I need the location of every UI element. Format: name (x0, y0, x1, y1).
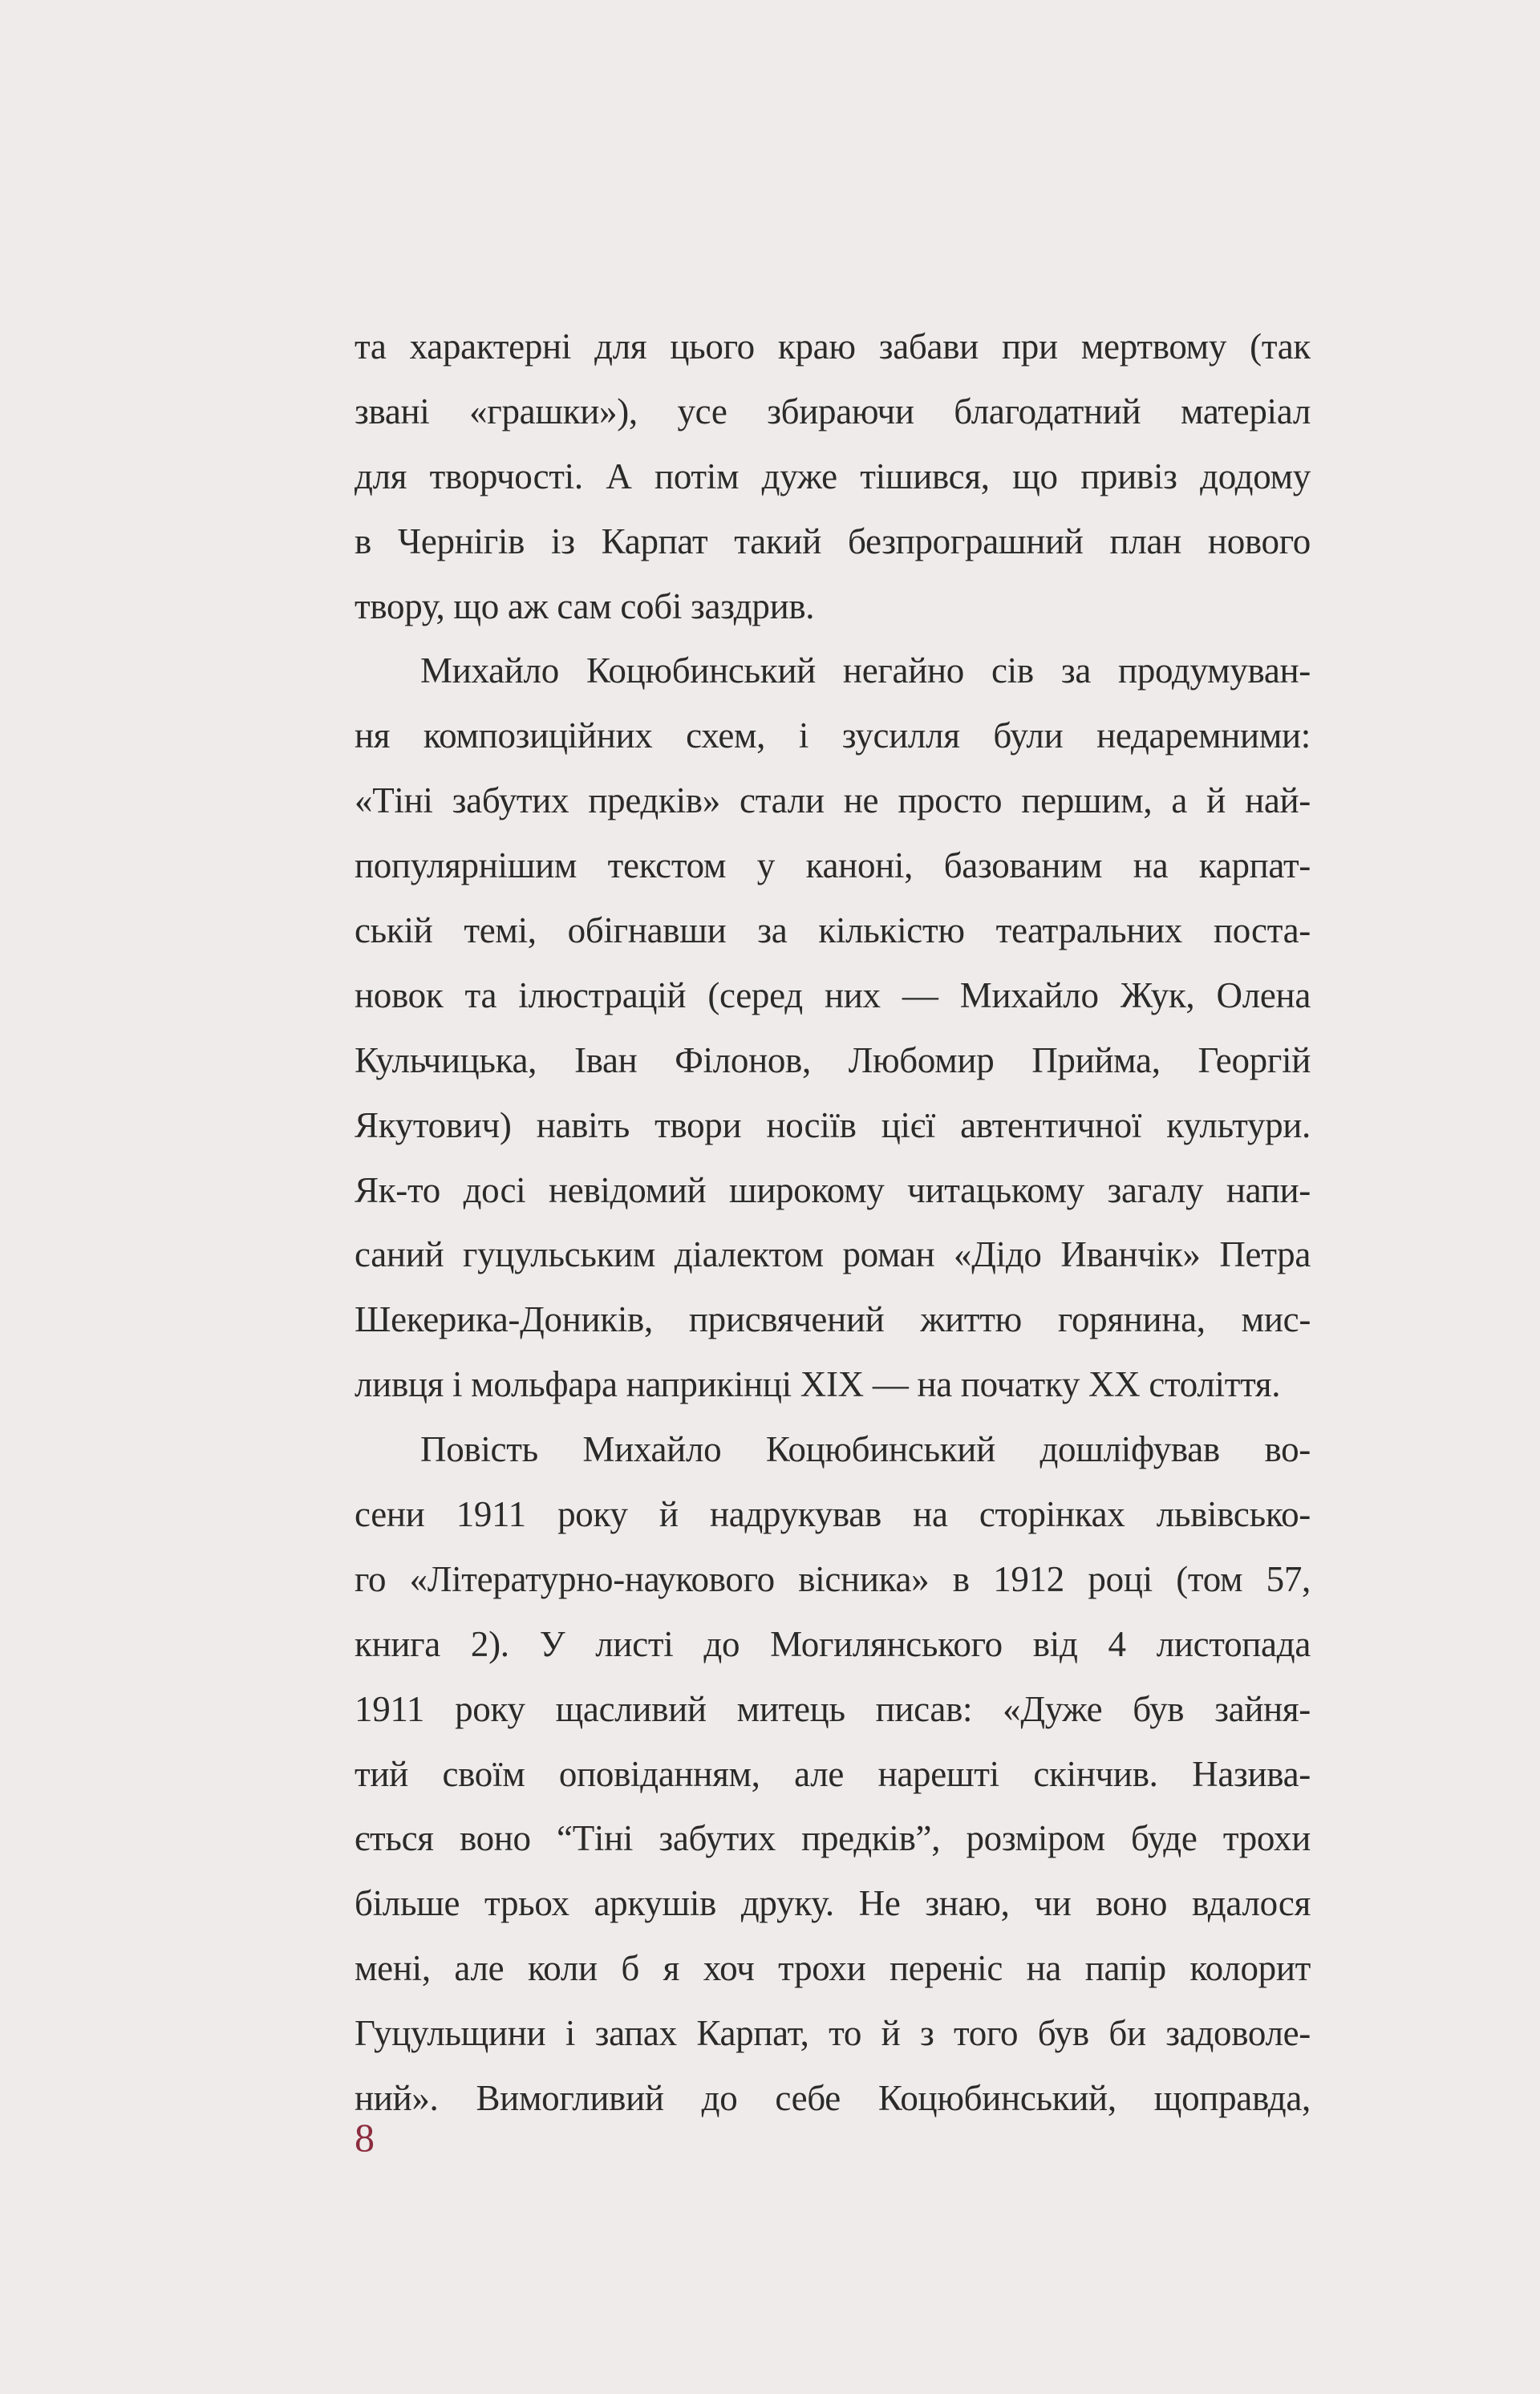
text-line: та характерні для цього краю забави при мертвому (так (355, 326, 1311, 367)
text-line: новок та ілюстрацій (серед них — Михайло Жук, Олена (355, 974, 1311, 1015)
text-line: Шекерика-Доників, присвячений життю горянина, мис- (355, 1299, 1311, 1340)
text-line: ня композиційних схем, і зусилля були недаремними: (355, 715, 1311, 756)
body-text (355, 314, 1311, 2131)
text-line: твору, що аж сам собі заздрив. (355, 585, 815, 626)
text-line: «Тіні забутих предків» стали не просто першим, а й най- (355, 780, 1311, 821)
text-line: книга 2). У листі до Могилянського від 4 листопада (355, 1623, 1311, 1664)
text-line: Михайло Коцюбинський негайно сів за продумуван- (420, 650, 1311, 691)
text-line: ливця і мольфара наприкінці XIX — на початку XX століття. (355, 1364, 1281, 1405)
text-line: 1911 року щасливий митець писав: «Дуже був зайня- (355, 1688, 1311, 1729)
text-line: сени 1911 року й надрукував на сторінках львівсько- (355, 1494, 1311, 1535)
paragraph (355, 314, 1311, 638)
text-line: саний гуцульським діалектом роман «Дідо Иванчік» Петра (355, 1234, 1311, 1275)
text-line: Кульчицька, Іван Філонов, Любомир Прийма, Георгій (355, 1039, 1311, 1080)
text-line: в Чернігів із Карпат такий безпрограшний план нового (355, 521, 1311, 561)
text-line: Як-то досі невідомий широкому читацькому загалу напи- (355, 1169, 1311, 1210)
text-line: Гуцульщини і запах Карпат, то й з того був би задоволе- (355, 2013, 1311, 2054)
text-line: ській темі, обігнавши за кількістю театральних поста- (355, 910, 1311, 951)
text-line: мені, але коли б я хоч трохи переніс на папір колорит (355, 1948, 1311, 1989)
text-line: Повість Михайло Коцюбинський дошліфував во- (420, 1429, 1311, 1470)
paragraph (355, 638, 1311, 1417)
text-line: для творчості. А потім дуже тішився, що привіз додому (355, 456, 1311, 496)
text-line: ється воно “Тіні забутих предків”, розміром буде трохи (355, 1818, 1311, 1859)
text-line: більше трьох аркушів друку. Не знаю, чи воно вдалося (355, 1883, 1311, 1924)
text-line: звані «грашки»), усе збираючи благодатний матеріал (355, 391, 1311, 431)
page-number: 8 (355, 2115, 375, 2160)
text-line: популярнішим текстом у каноні, базованим на карпат- (355, 845, 1311, 886)
text-line: го «Літературно-наукового вісника» в 1912 році (том 57, (355, 1558, 1311, 1599)
paragraph (355, 1417, 1311, 2131)
text-line: тий своїм оповіданням, але нарешті скінчив. Назива- (355, 1753, 1311, 1794)
text-line: ний». Вимогливий до себе Коцюбинський, щоправда, (355, 2078, 1311, 2119)
text-line: Якутович) навіть твори носіїв цієї автентичної культури. (355, 1104, 1311, 1145)
